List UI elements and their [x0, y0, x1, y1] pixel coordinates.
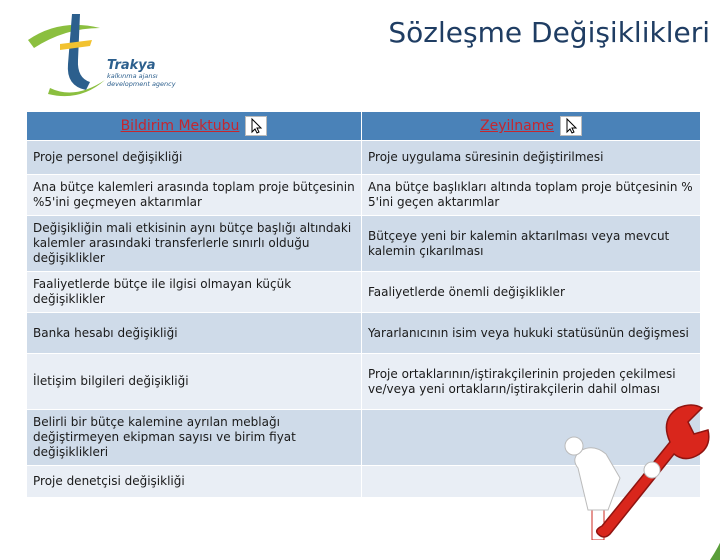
logo-mark-icon: [20, 10, 110, 100]
header-zeyilname-link[interactable]: Zeyilname: [480, 118, 554, 134]
cursor-icon: [245, 116, 267, 136]
table-cell: Banka hesabı değişikliği: [27, 313, 362, 354]
table-row: [27, 175, 701, 216]
table-cell: Proje ortaklarının/iştirakçilerinin projeden çekilmesi ve/veya yeni ortakların/iştirakçilerin dahil olması: [362, 354, 701, 410]
table-cell: Değişikliğin mali etkisinin aynı bütçe başlığı altındaki kalemler arasındaki transferlerle sınırlı olduğu değişiklikler: [27, 216, 362, 272]
table-cell: Faaliyetlerde bütçe ile ilgisi olmayan küçük değişiklikler: [27, 272, 362, 313]
header-bildirim-link[interactable]: Bildirim Mektubu: [120, 118, 240, 134]
table-cell: Bütçeye yeni bir kalemin aktarılması veya mevcut kalemin çıkarılması: [362, 216, 701, 272]
header-zeyilname: [362, 112, 701, 141]
header-bildirim: [27, 112, 362, 141]
table-row: [27, 216, 701, 272]
logo-name: Trakya: [107, 58, 156, 73]
table-cell: Proje personel değişikliği: [27, 141, 362, 175]
table-cell: Proje denetçisi değişikliği: [27, 466, 362, 498]
wrench-man-icon: [560, 398, 720, 540]
table-cell: Proje uygulama süresinin değiştirilmesi: [362, 141, 701, 175]
table-row: [27, 313, 701, 354]
table-cell: Yararlanıcının isim veya hukuki statüsünün değişmesi: [362, 313, 701, 354]
table-cell: İletişim bilgileri değişikliği: [27, 354, 362, 410]
table-cell: Faaliyetlerde önemli değişiklikler: [362, 272, 701, 313]
page-title: Sözleşme Değişiklikleri: [388, 16, 710, 49]
logo-tagline: kalkınma ajansı development agency: [107, 72, 176, 88]
table-cell: Belirli bir bütçe kalemine ayrılan meblağı değiştirmeyen ekipman sayısı ve birim fiyat değişiklikleri: [27, 410, 362, 466]
table-header-row: [27, 112, 701, 141]
table-row: [27, 272, 701, 313]
table-cell: Ana bütçe başlıkları altında toplam proje bütçesinin % 5'ini geçen aktarımlar: [362, 175, 701, 216]
table-cell: Ana bütçe kalemleri arasında toplam proje bütçesinin %5'ini geçmeyen aktarımlar: [27, 175, 362, 216]
cursor-icon: [560, 116, 582, 136]
trakya-logo: [20, 10, 200, 100]
table-row: [27, 141, 701, 175]
